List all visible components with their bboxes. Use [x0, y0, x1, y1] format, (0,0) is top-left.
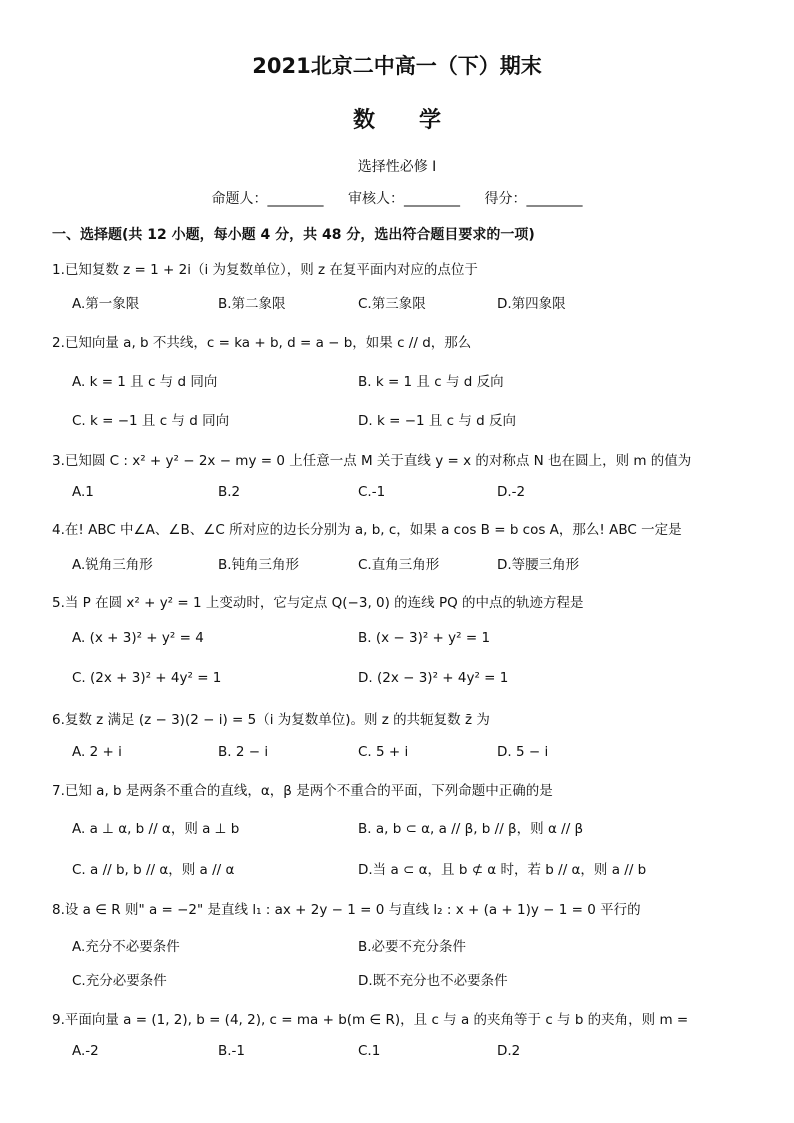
- option-d: D.-2: [497, 484, 526, 500]
- option-d: D. k = −1 且 c 与 d 反向: [358, 413, 517, 429]
- option-c: C. k = −1 且 c 与 d 同向: [72, 413, 230, 429]
- meta-line: [0, 188, 794, 208]
- option-a: A.-2: [72, 1043, 99, 1059]
- option-b: B.2: [218, 484, 241, 500]
- question-stem: 2.已知向量 a, b 不共线，c = ka + b, d = a − b，如果 c // d，那么: [52, 335, 472, 351]
- question-stem: 3.已知圆 C : x² + y² − 2x − my = 0 上任意一点 M 关于直线 y = x 的对称点 N 也在圆上，则 m 的值为: [52, 453, 692, 469]
- option-c: C. (2x + 3)² + 4y² = 1: [72, 670, 222, 686]
- option-b: B.钝角三角形: [218, 557, 300, 573]
- reviewer-field: 审核人：________: [348, 191, 460, 207]
- option-d: D. (2x − 3)² + 4y² = 1: [358, 670, 509, 686]
- question-stem: 6.复数 z 满足 (z − 3)(2 − i) = 5（i 为复数单位)。则 z 的共轭复数 z̄ 为: [52, 712, 490, 728]
- subject-heading: 数学: [352, 108, 485, 133]
- option-b: B.必要不充分条件: [358, 939, 467, 955]
- question-stem: 4.在! ABC 中∠A、∠B、∠C 所对应的边长分别为 a, b, c，如果 a cos B = b cos A，那么! ABC 一定是: [52, 522, 682, 538]
- option-a: A. k = 1 且 c 与 d 同向: [72, 374, 218, 390]
- question-stem: 5.当 P 在圆 x² + y² = 1 上变动时，它与定点 Q(−3, 0) 的连线 PQ 的中点的轨迹方程是: [52, 595, 584, 611]
- option-b: B.-1: [218, 1043, 246, 1059]
- option-d: D.既不充分也不必要条件: [358, 973, 508, 989]
- option-c: C.1: [358, 1043, 381, 1059]
- score-field: 得分：________: [484, 191, 583, 207]
- option-c: C.充分必要条件: [72, 973, 167, 989]
- option-c: C.第三象限: [358, 296, 426, 312]
- option-b: B. (x − 3)² + y² = 1: [358, 630, 491, 646]
- option-a: A. 2 + i: [72, 744, 122, 760]
- option-d: D.2: [497, 1043, 521, 1059]
- question-stem: 9.平面向量 a = (1, 2), b = (4, 2), c = ma + b(m ∈ R)，且 c 与 a 的夹角等于 c 与 b 的夹角，则 m =: [52, 1012, 689, 1028]
- option-c: C.-1: [358, 484, 386, 500]
- option-d: D. 5 − i: [497, 744, 549, 760]
- option-c: C.直角三角形: [358, 557, 440, 573]
- option-c: C. 5 + i: [358, 744, 409, 760]
- question-stem: 1.已知复数 z = 1 + 2i（i 为复数单位），则 z 在复平面内对应的点位于: [52, 262, 478, 278]
- option-b: B. 2 − i: [218, 744, 269, 760]
- option-c: C. a // b, b // α，则 a // α: [72, 862, 235, 878]
- option-a: A.充分不必要条件: [72, 939, 180, 955]
- option-a: A. a ⊥ α, b // α，则 a ⊥ b: [72, 821, 240, 837]
- option-d: D.第四象限: [497, 296, 566, 312]
- option-d: D.当 a ⊂ α，且 b ⊄ α 时，若 b // α，则 a // b: [358, 862, 647, 878]
- exam-title: 2021北京二中高一（下）期末: [252, 54, 542, 78]
- section-heading: 一、选择题(共 12 小题，每小题 4 分，共 48 分，选出符合题目要求的一项): [52, 227, 535, 243]
- course-name: 选择性必修 I: [357, 159, 437, 175]
- option-a: A. (x + 3)² + y² = 4: [72, 630, 204, 646]
- option-b: B. k = 1 且 c 与 d 反向: [358, 374, 504, 390]
- option-b: B. a, b ⊂ α, a // β, b // β，则 α // β: [358, 821, 584, 837]
- option-a: A.锐角三角形: [72, 557, 153, 573]
- option-d: D.等腰三角形: [497, 557, 580, 573]
- question-stem: 7.已知 a, b 是两条不重合的直线，α，β 是两个不重合的平面，下列命题中正确的是: [52, 783, 553, 799]
- setter-field: 命题人：________: [211, 191, 324, 207]
- option-b: B.第二象限: [218, 296, 286, 312]
- option-a: A.1: [72, 484, 94, 500]
- option-a: A.第一象限: [72, 296, 140, 312]
- question-stem: 8.设 a ∈ R 则" a = −2" 是直线 l₁ : ax + 2y − 1 = 0 与直线 l₂ : x + (a + 1)y − 1 = 0 平行的: [52, 902, 641, 918]
